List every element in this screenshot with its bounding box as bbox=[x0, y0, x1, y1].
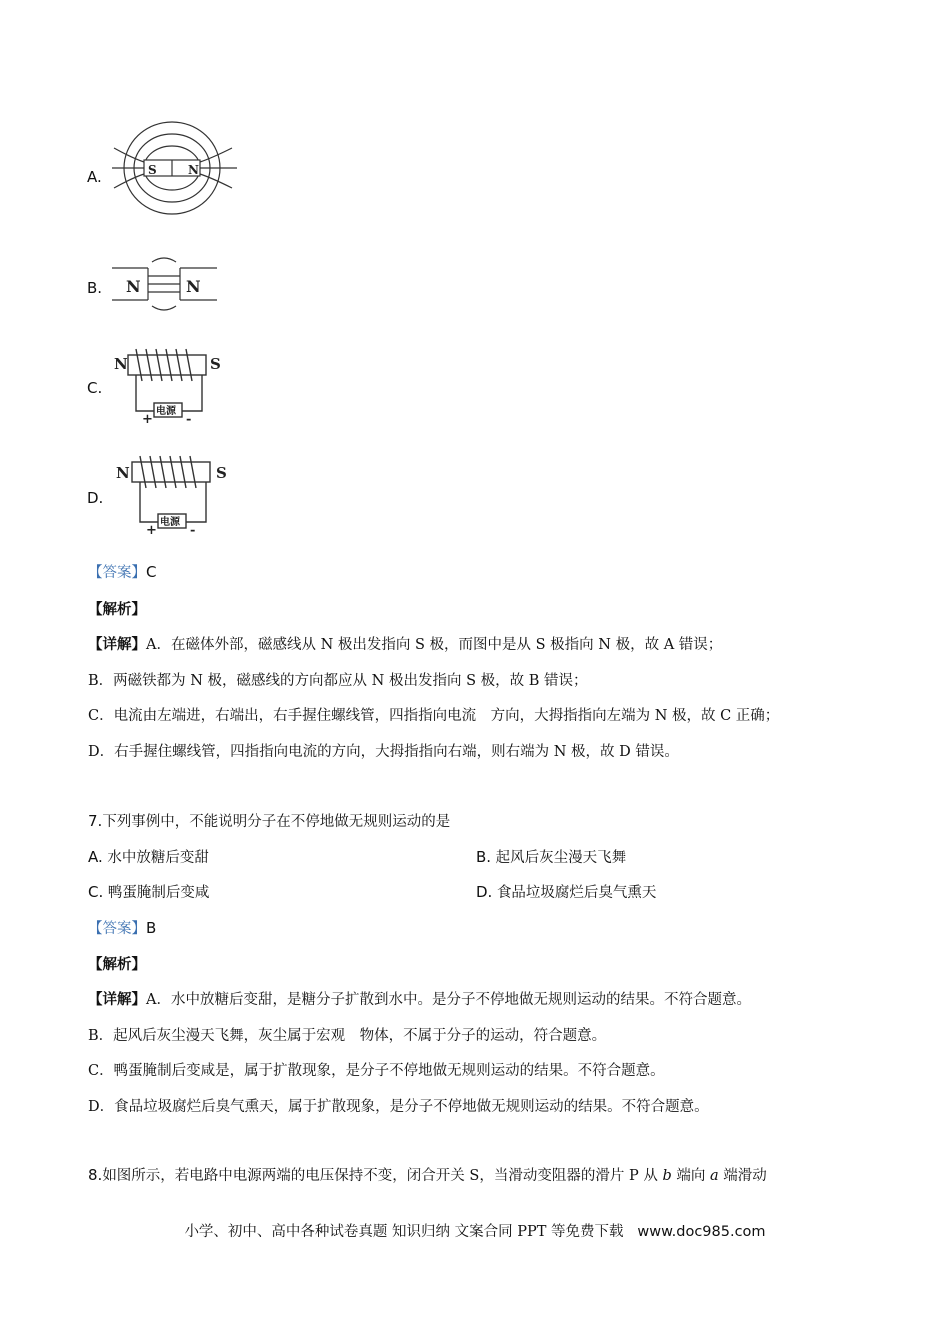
page-footer bbox=[0, 1220, 950, 1241]
q7-stem bbox=[88, 810, 450, 831]
q7-detail-line-2: B．起风后灰尘漫天飞舞，灰尘属于宏观 物体，不属于分子的运动，符合题意。 bbox=[88, 1028, 607, 1044]
option-b-left-pole: N bbox=[126, 277, 141, 296]
option-label: B. bbox=[476, 848, 492, 866]
option-text: 起风后灰尘漫天飞舞 bbox=[495, 850, 627, 866]
option-text: 食品垃圾腐烂后臭气熏天 bbox=[496, 885, 657, 901]
answer-tag: 【答案】 bbox=[88, 565, 146, 581]
question-text: 下列事例中，不能说明分子在不停地做无规则运动的是 bbox=[102, 814, 451, 830]
q6-detail-line-3: C．电流由左端进，右端出，右手握住螺线管，四指指向电流 方向，大拇指指向左端为 N 极，故 C 正确； bbox=[88, 708, 780, 724]
stem-text: 如图所示，若电路中电源两端的电压保持不变，闭合开关 S，当滑动变阻器的滑片 P 从 bbox=[102, 1168, 663, 1184]
q6-detail-line-2: B．两磁铁都为 N 极，磁感线的方向都应从 N 极出发指向 S 极，故 B 错误； bbox=[88, 673, 588, 689]
q6-detail-line-1 bbox=[88, 633, 722, 654]
option-a-right-pole: N bbox=[188, 163, 199, 177]
q7-option-b bbox=[476, 846, 626, 867]
option-c-figure bbox=[112, 345, 227, 425]
q7-detail-line-3: C．鸭蛋腌制后变咸是，属于扩散现象，是分子不停地做无规则运动的结果。不符合题意。 bbox=[88, 1063, 665, 1079]
question-number: 7. bbox=[88, 812, 103, 830]
q7-option-d bbox=[476, 881, 656, 902]
option-d-minus: - bbox=[190, 523, 196, 537]
detail-text: A．在磁体外部，磁感线从 N 极出发指向 S 极，而图中是从 S 极指向 N 极，故 A 错误； bbox=[146, 637, 723, 653]
option-c-source: 电源 bbox=[156, 406, 176, 417]
detail-tag: 【详解】 bbox=[88, 991, 146, 1008]
option-d-figure bbox=[112, 452, 232, 537]
option-b-right-pole: N bbox=[186, 277, 201, 296]
q6-analysis-tag: 【解析】 bbox=[88, 601, 146, 618]
option-text: 鸭蛋腌制后变咸 bbox=[107, 885, 210, 901]
q7-option-a bbox=[88, 846, 209, 867]
q7-detail-line-4: D．食品垃圾腐烂后臭气熏天，属于扩散现象，是分子不停地做无规则运动的结果。不符合题意。 bbox=[88, 1099, 709, 1115]
option-label: C. bbox=[88, 883, 104, 901]
answer-tag: 【答案】 bbox=[88, 921, 146, 937]
stem-var-b: b bbox=[662, 1168, 672, 1184]
q7-detail-line-1 bbox=[88, 988, 751, 1009]
option-a-label: A. bbox=[87, 168, 102, 186]
option-c-plus: + bbox=[142, 412, 153, 425]
option-b-figure bbox=[112, 254, 217, 314]
detail-tag: 【详解】 bbox=[88, 636, 146, 653]
answer-value: C bbox=[146, 563, 157, 581]
footer-url: www.doc985.com bbox=[637, 1224, 766, 1240]
q6-detail-line-4: D．右手握住螺线管，四指指向电流的方向，大拇指指向右端，则右端为 N 极，故 D 错误。 bbox=[88, 744, 679, 760]
stem-var-a: a bbox=[709, 1168, 719, 1184]
option-d-plus: + bbox=[146, 523, 157, 537]
detail-text: A．水中放糖后变甜，是糖分子扩散到水中。是分子不停地做无规则运动的结果。不符合题意。 bbox=[146, 992, 751, 1008]
stem-text: 端向 bbox=[671, 1168, 710, 1184]
answer-value: B bbox=[146, 919, 157, 937]
option-a-left-pole: S bbox=[148, 163, 157, 177]
q7-answer bbox=[88, 917, 156, 938]
q6-answer bbox=[88, 561, 156, 582]
option-label: A. bbox=[88, 848, 103, 866]
q7-analysis-tag: 【解析】 bbox=[88, 956, 146, 973]
option-d-right-pole: S bbox=[216, 464, 227, 482]
option-c-label: C. bbox=[87, 379, 103, 397]
option-b-label: B. bbox=[87, 279, 103, 297]
option-c-minus: - bbox=[186, 412, 192, 425]
question-number: 8. bbox=[88, 1166, 103, 1184]
q8-stem bbox=[88, 1164, 767, 1185]
footer-text: 小学、初中、高中各种试卷真题 知识归纳 文案合同 PPT 等免费下载 bbox=[184, 1224, 624, 1240]
option-c-right-pole: S bbox=[210, 355, 221, 373]
option-c-left-pole: N bbox=[114, 355, 128, 373]
option-d-left-pole: N bbox=[116, 464, 130, 482]
option-text: 水中放糖后变甜 bbox=[107, 850, 209, 866]
option-label: D. bbox=[476, 883, 493, 901]
stem-text: 端滑动 bbox=[718, 1168, 767, 1184]
option-d-source: 电源 bbox=[160, 517, 180, 528]
q7-option-c bbox=[88, 881, 209, 902]
option-a-figure bbox=[112, 118, 237, 218]
option-d-label: D. bbox=[87, 489, 104, 507]
